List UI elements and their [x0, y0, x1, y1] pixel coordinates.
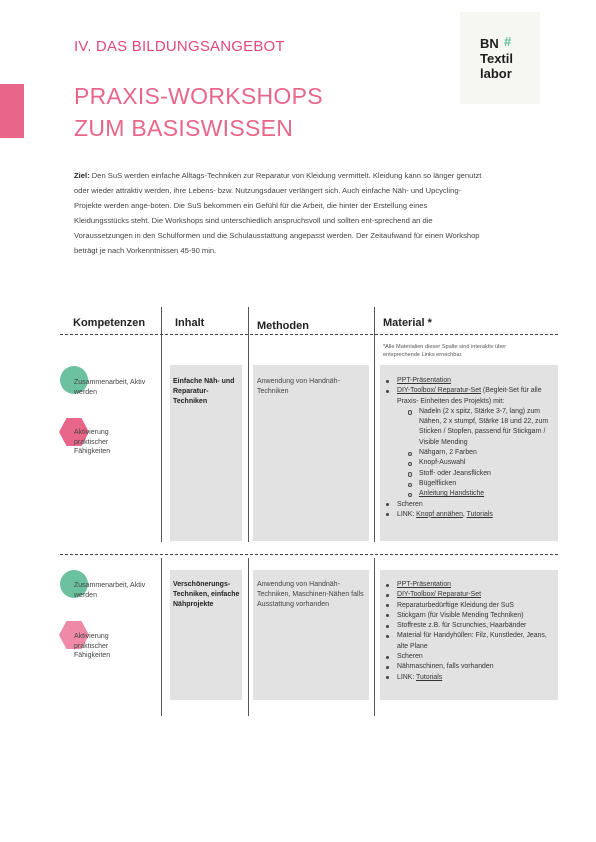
competence-label-1: Zusammenarbeit, Aktiv werden — [74, 582, 146, 599]
column-header-kompetenzen: Kompetenzen — [73, 317, 146, 329]
list-item: Reparaturbedürftige Kleidung der SuS — [383, 601, 555, 611]
competence-label-2: Aktivierung praktischer Fähigkeiten — [74, 429, 111, 455]
methoden-text: Anwendung von Handnäh-Techniken, Maschinen-Nähen falls Ausstattung vorhanden — [257, 581, 364, 608]
material-list — [383, 376, 555, 520]
competence-label-1: Zusammenarbeit, Aktiv werden — [74, 379, 146, 396]
list-item: Stickgarn (für Visible Mending Techniken) — [383, 611, 555, 621]
tutorials-link[interactable]: Tutorials — [416, 673, 443, 681]
list-item — [383, 580, 555, 590]
diy-toolbox-link[interactable]: DIY-Toolbox/ Reparatur-Set — [397, 591, 482, 599]
logo-text-3: labor — [480, 66, 512, 81]
ppt-link[interactable]: PPT-Präsentation — [397, 377, 452, 384]
column-divider-1b — [161, 558, 162, 716]
sub-list-item: Nadeln (2 x spitz, Stärke 3-7, lang) zum Nähen, 2 x stumpf, Stärke 18 und 22, zum Sticken / Stopfen, passend für Stickgarn / Visible Mending — [405, 407, 555, 448]
material-footnote: *Alle Materialien dieser Spalte sind interaktiv über entsprechende Links erreichbar. — [383, 344, 507, 358]
title-line-1: PRAXIS-WORKSHOPS — [74, 83, 323, 109]
sub-list-item: Stoff- oder Jeansflicken — [405, 469, 555, 479]
column-divider-2a — [248, 307, 249, 542]
title-line-2: ZUM BASISWISSEN — [74, 115, 294, 141]
table-divider-middle — [60, 554, 558, 555]
side-tab-marker — [0, 84, 24, 138]
logo-text-1: BN — [480, 36, 499, 51]
list-item: Stoffreste z.B. für Scrunchies, Haarbänder — [383, 621, 555, 631]
logo-text-2: Textil — [480, 51, 513, 66]
methoden-text: Anwendung von Handnäh-Techniken — [257, 378, 340, 395]
logo-hash-icon: # — [504, 34, 512, 49]
list-item: DIY-Toolbox/ Reparatur-Set (Begleit-Set für alle Praxis- Einheiten des Projekts) mit: Nadeln (2 x spitz, Stärke 3-7, lang) zum Nähen, 2 x stumpf, Stärke 18 und 22, zum Sticken / Stopfen, passend für Stickgarn / Visible Mending Nähgarn, 2 Farben Knopf-Auswahl Stoff- oder Jeansflicken Bügelflicken Anleitung Handstiche — [383, 386, 555, 499]
tutorials-link[interactable]: Tutorials — [466, 510, 493, 518]
intro-text: Den SuS werden einfache Alltags-Techniken zur Reparatur von Kleidung vermittelt. Kleidung kann so länger genutzt oder wieder attraktiv werden, ihre Lebens- bzw. Nutzungsdauer verlängert sich. Auch einfache Näh- und Upcycling-Projekte werden ange-boten. Die SuS bekommen ein Gefühl für die Arbeit, die hinter der Erstellung eines Kleidungsstücks steht. Die Workshops sind unterschiedlich anspruchsvoll und sollten ent-sprechend an die Voraussetzungen in den Schulformen und die Schulausstattung angepasst werden. Der Zeitaufwand für einen Workshop beträgt je nach Vorkenntnissen 45-90 min. — [74, 171, 482, 255]
chapter-heading: IV. DAS BILDUNGSANGEBOT — [74, 38, 285, 55]
sub-list-item — [405, 489, 555, 499]
column-divider-1a — [161, 307, 162, 542]
sub-list-item: Knopf-Auswahl — [405, 458, 555, 468]
sub-list-item: Nähgarn, 2 Farben — [405, 448, 555, 458]
list-item: Scheren — [383, 500, 555, 510]
bn-textillabor-logo — [460, 12, 540, 104]
column-divider-3a — [374, 307, 375, 542]
inhalt-text: Einfache Näh- und Reparatur-Techniken — [173, 378, 235, 405]
competence-label-2: Aktivierung praktischer Fähigkeiten — [74, 633, 111, 659]
list-item: LINK: Tutorials — [383, 673, 555, 683]
diy-toolbox-link[interactable]: DIY-Toolbox/ Reparatur-Set — [397, 387, 482, 395]
column-divider-2b — [248, 558, 249, 716]
sub-list-item: Bügelflicken — [405, 479, 555, 489]
column-header-methoden: Methoden — [257, 320, 309, 332]
column-divider-3b — [374, 558, 375, 716]
table-divider-top — [60, 334, 558, 335]
material-list — [383, 580, 555, 683]
list-item — [383, 590, 555, 600]
column-header-material: Material * — [383, 317, 432, 329]
list-item: LINK: Knopf annähen, Tutorials — [383, 510, 555, 520]
list-item: Nähmaschinen, falls vorhanden — [383, 662, 555, 672]
intro-lead: Ziel: — [74, 171, 90, 180]
anleitung-handstiche-link[interactable]: Anleitung Handstiche — [419, 490, 485, 498]
column-header-inhalt: Inhalt — [175, 317, 205, 329]
intro-paragraph — [74, 168, 484, 258]
inhalt-text: Verschönerungs-Techniken, einfache Nähprojekte — [173, 581, 240, 608]
knopf-annaehen-link[interactable]: Knopf annähen — [416, 510, 463, 518]
list-item — [383, 376, 555, 386]
list-item: Scheren — [383, 652, 555, 662]
ppt-link[interactable]: PPT-Präsentation — [397, 581, 452, 588]
list-item: Material für Handyhüllen: Filz, Kunstleder, Jeans, alte Plane — [383, 631, 555, 652]
page-title — [74, 80, 323, 144]
